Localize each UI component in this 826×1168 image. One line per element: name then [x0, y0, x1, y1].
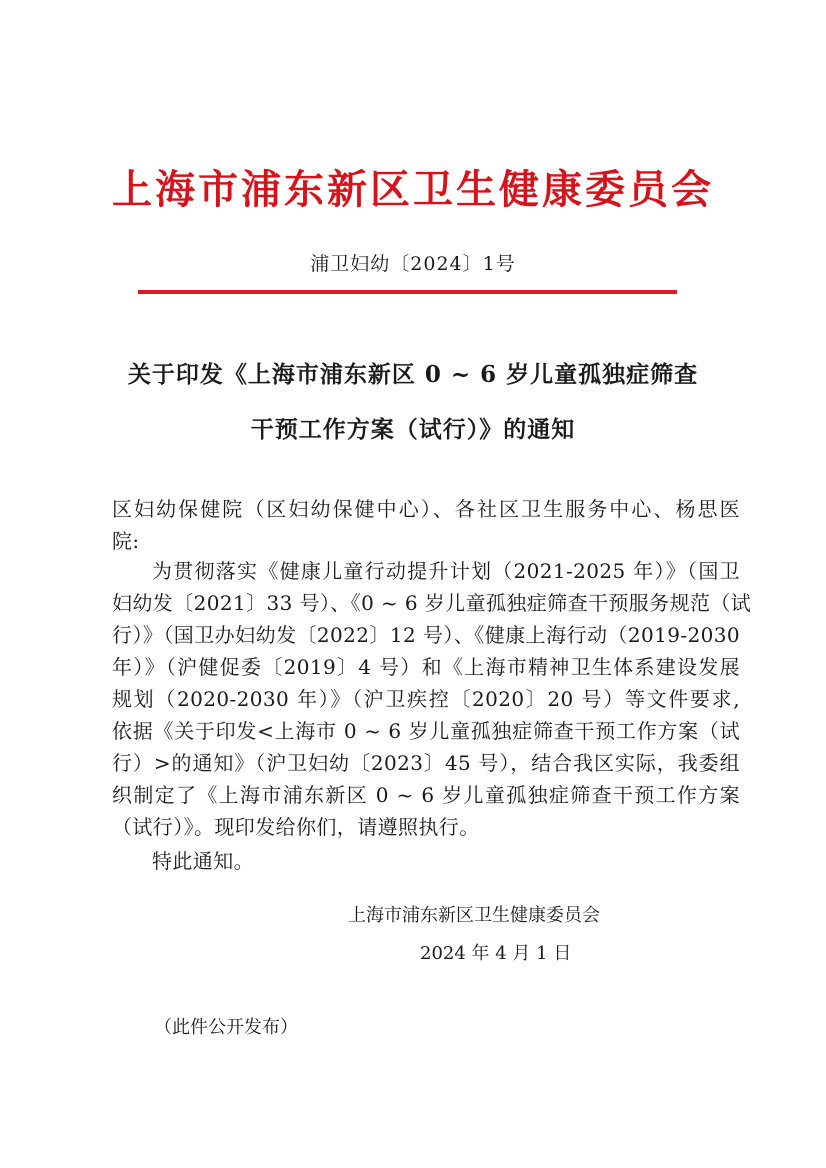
paragraph-line: 规划（2020-2030 年）》（沪卫疾控〔2020〕20 号）等文件要求,	[112, 687, 740, 711]
paragraph-line: 行）》（国卫办妇幼发〔2022〕12 号）、《健康上海行动（2019-2030	[112, 623, 740, 647]
publication-note: （此件公开发布）	[154, 1017, 298, 1038]
issuer-header-title: 上海市浦东新区卫生健康委员会	[112, 166, 714, 213]
notice-title-line-2: 干预工作方案（试行）》的通知	[250, 416, 576, 443]
addressee-line-1: 区妇幼保健院（区妇幼保健中心）、各社区卫生服务中心、杨思医	[112, 497, 740, 521]
closing-remark: 特此通知。	[152, 849, 254, 873]
document-number: 浦卫妇幼〔2024〕1号	[310, 253, 516, 275]
signature-issuer: 上海市浦东新区卫生健康委员会	[348, 905, 600, 926]
paragraph-line: 年）》（沪健促委〔2019〕4 号）和《上海市精神卫生体系建设发展	[112, 655, 740, 679]
red-divider-rule	[138, 290, 677, 294]
addressee-line-2: 院:	[112, 529, 140, 553]
paragraph-line: 依据《关于印发<上海市 0 ~ 6 岁儿童孤独症筛查干预工作方案（试	[112, 719, 740, 743]
paragraph-line: 妇幼发〔2021〕33 号）、《0 ~ 6 岁儿童孤独症筛查干预服务规范（试	[112, 591, 752, 615]
paragraph-line: 行）>的通知》（沪卫妇幼〔2023〕45 号），结合我区实际，我委组	[112, 751, 740, 775]
paragraph-line: （试行）》。现印发给你们，请遵照执行。	[112, 815, 480, 839]
paragraph-line: 织制定了《上海市浦东新区 0 ~ 6 岁儿童孤独症筛查干预工作方案	[112, 783, 740, 807]
signature-date: 2024 年 4 月 1 日	[420, 943, 572, 964]
paragraph-line: 为贯彻落实《健康儿童行动提升计划（2021-2025 年）》（国卫	[152, 559, 740, 583]
notice-title-line-1: 关于印发《上海市浦东新区 0 ~ 6 岁儿童孤独症筛查	[127, 361, 699, 388]
